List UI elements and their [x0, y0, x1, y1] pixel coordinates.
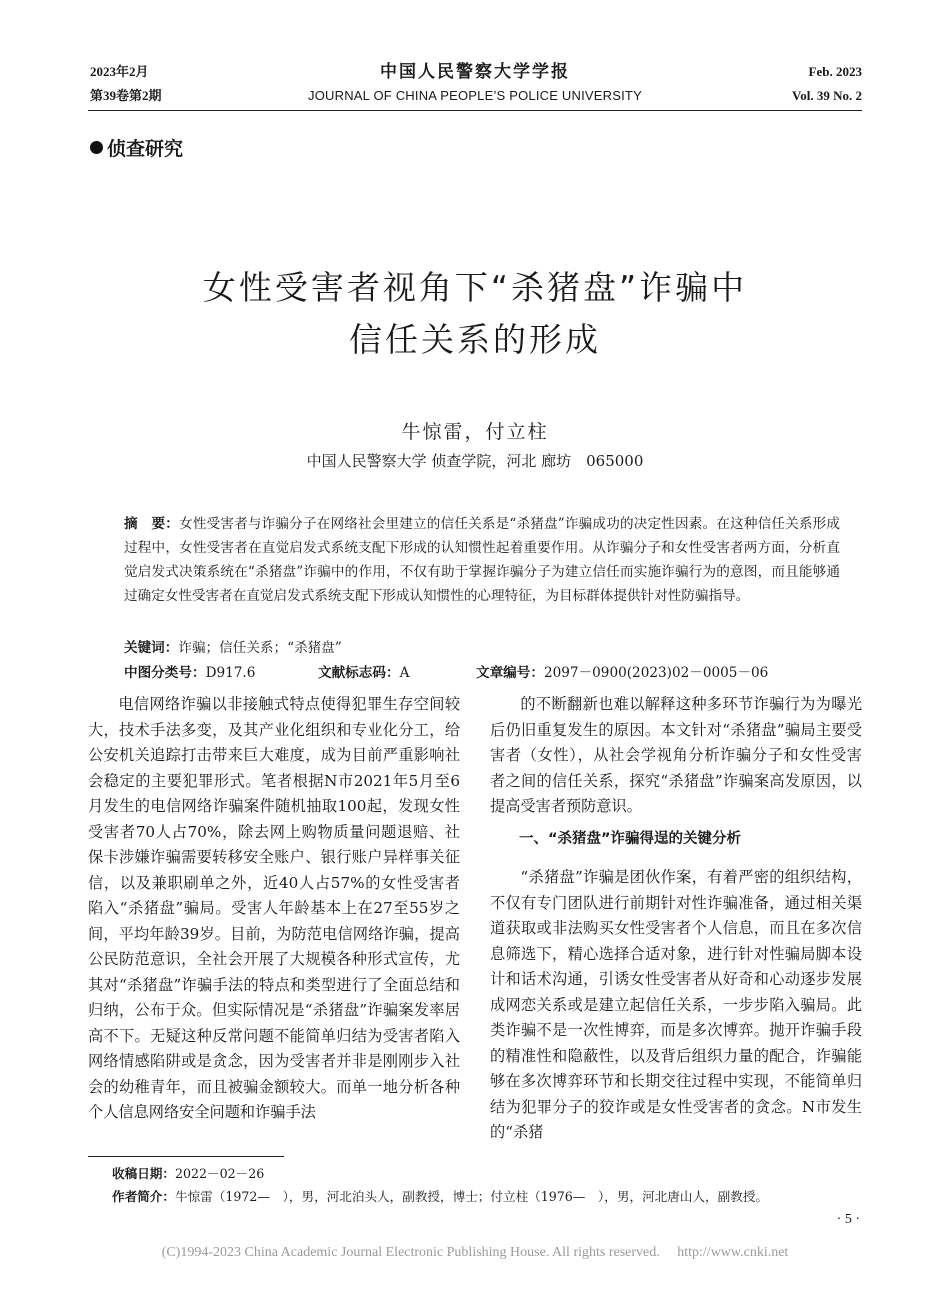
- issue-date-cn: 2023年2月: [90, 64, 149, 79]
- article-id-label: 文章编号：: [476, 665, 544, 681]
- bio-label: 作者简介：: [112, 1189, 175, 1204]
- footnote-rule: [88, 1156, 284, 1157]
- classification-meta: [124, 662, 840, 684]
- abstract-label: 摘 要：: [124, 516, 180, 532]
- document-code: [318, 662, 476, 684]
- header-right: [792, 60, 862, 108]
- header-rule: [88, 110, 862, 111]
- clc-value: D917.6: [205, 665, 256, 681]
- body-paragraph-1: 电信网络诈骗以非接触式特点使得犯罪生存空间较大，技术手法多变，及其产业化组织和专业化分工，给公安机关追踪打击带来巨大难度，成为目前严重影响社会稳定的主要犯罪形式。笔者根据N市2021年5月至6月发生的电信网络诈骗案件随机抽取100起，发现女性受害者70人占70%，除去网上购物质量问题退赔、社保卡涉嫌诈骗需要转移安全账户、银行账户异样事关征信，以及兼职刷单之外，近40人占57%的女性受害者陷入“杀猪盘”骗局。受害人年龄基本上在27至55岁之间，平均年龄39岁。目前，为防范电信网络诈骗，提高公民防范意识，全社会开展了大规模各种形式宣传，尤其对“杀猪盘”诈骗手法的特点和类型进行了全面总结和归纳，公布于众。但实际情况是“杀猪盘”诈骗案发率居高不下。无疑这种反常问题不能简单归结为受害者陷入网络情感陷阱或是贪念，因为受害者并非是刚刚步入社会的幼稚青年，而且被骗金额较大。而单一地分析各种个人信息网络安全问题和诈骗手法: [88, 695, 460, 1121]
- title-line-2: 信任关系的形成: [349, 320, 601, 359]
- received-label: 收稿日期：: [112, 1166, 175, 1181]
- keywords: [124, 637, 840, 659]
- author-bio: [112, 1186, 872, 1208]
- bullet-icon: [90, 141, 103, 154]
- keywords-label: 关键词：: [124, 640, 179, 656]
- section-label: 侦查研究: [107, 138, 184, 160]
- volume-cn: 第39卷第2期: [90, 88, 162, 103]
- page-number: · 5 ·: [836, 1212, 860, 1227]
- body-paragraph-3: “杀猪盘”诈骗是团伙作案，有着严密的组织结构，不仅有专门团队进行前期针对性诈骗准备，通过相关渠道获取或非法购买女性受害者个人信息，而且在多次信息筛选下，精心选择合适对象，进行针对性骗局脚本设计和话术沟通，引诱女性受害者从好奇和心动逐步发展成网恋关系或是建立起信任关系，一步步陷入骗局。此类诈骗不是一次性博弈，而是多次博弈。抛开诈骗手段的精准性和隐蔽性，以及背后组织力量的配合，诈骗能够在多次博弈环节和长期交往过程中实现，不能简单归结为犯罪分子的狡诈或是女性受害者的贪念。N市发生的“杀猪: [490, 868, 862, 1141]
- body-column-left: [88, 692, 460, 1126]
- received-value: 2022－02－26: [174, 1166, 265, 1181]
- article-id: [476, 662, 768, 684]
- article-id-value: 2097－0900(2023)02－0005－06: [543, 665, 769, 681]
- keywords-text: 诈骗；信任关系；“杀猪盘”: [178, 640, 342, 656]
- authors: 牛惊雷，付立柱: [401, 421, 549, 443]
- abstract-text: 女性受害者与诈骗分子在网络社会里建立的信任关系是“杀猪盘”诈骗成功的决定性因素。在这种信任关系形成过程中，女性受害者在直觉启发式系统支配下形成的认知惯性起着重要作用。从诈骗分子和女性受害者两方面，分析直觉启发式决策系统在“杀猪盘”诈骗中的作用，不仅有助于掌握诈骗分子为建立信任而实施诈骗行为的意图，而且能够通过确定女性受害者在直觉启发式系统支配下形成认知惯性的心理特征，为目标群体提供针对性防骗指导。: [124, 516, 840, 604]
- section-heading-1: 一、“杀猪盘”诈骗得逞的关键分析: [519, 830, 742, 847]
- body-paragraph-2: 的不断翻新也难以解释这种多环节诈骗行为为曝光后仍旧重复发生的原因。本文针对“杀猪盘”骗局主要受害者（女性），从社会学视角分析诈骗分子和女性受害者之间的信任关系，探究“杀猪盘”诈骗案高发原因，以提高受害者预防意识。: [490, 695, 862, 815]
- journal-name-cn: 中国人民警察大学学报: [380, 62, 570, 82]
- clc-number: [124, 662, 318, 684]
- copyright-notice: (C)1994-2023 China Academic Journal Electronic Publishing House. All rights reserved. http://www.cnki.net: [161, 1245, 789, 1260]
- body-column-right: [490, 692, 862, 1146]
- title-line-1: 女性受害者视角下“杀猪盘”诈骗中: [202, 268, 748, 307]
- doc-code-value: A: [399, 665, 410, 681]
- section-tag: [90, 134, 183, 161]
- doc-code-label: 文献标志码：: [318, 665, 400, 681]
- bio-value: 牛惊雷（1972— ），男，河北泊头人，副教授，博士；付立柱（1976— ），男，河北唐山人，副教授。: [174, 1189, 769, 1204]
- issue-date-en: Feb. 2023: [808, 64, 862, 79]
- journal-name-en: JOURNAL OF CHINA PEOPLE’S POLICE UNIVERSITY: [308, 88, 642, 103]
- clc-label: 中图分类号：: [124, 665, 206, 681]
- received-date: [112, 1163, 872, 1185]
- article-title: [0, 262, 950, 366]
- abstract: [124, 512, 840, 608]
- affiliation: 中国人民警察大学 侦查学院，河北 廊坊 065000: [306, 452, 644, 470]
- volume-en: Vol. 39 No. 2: [792, 88, 862, 103]
